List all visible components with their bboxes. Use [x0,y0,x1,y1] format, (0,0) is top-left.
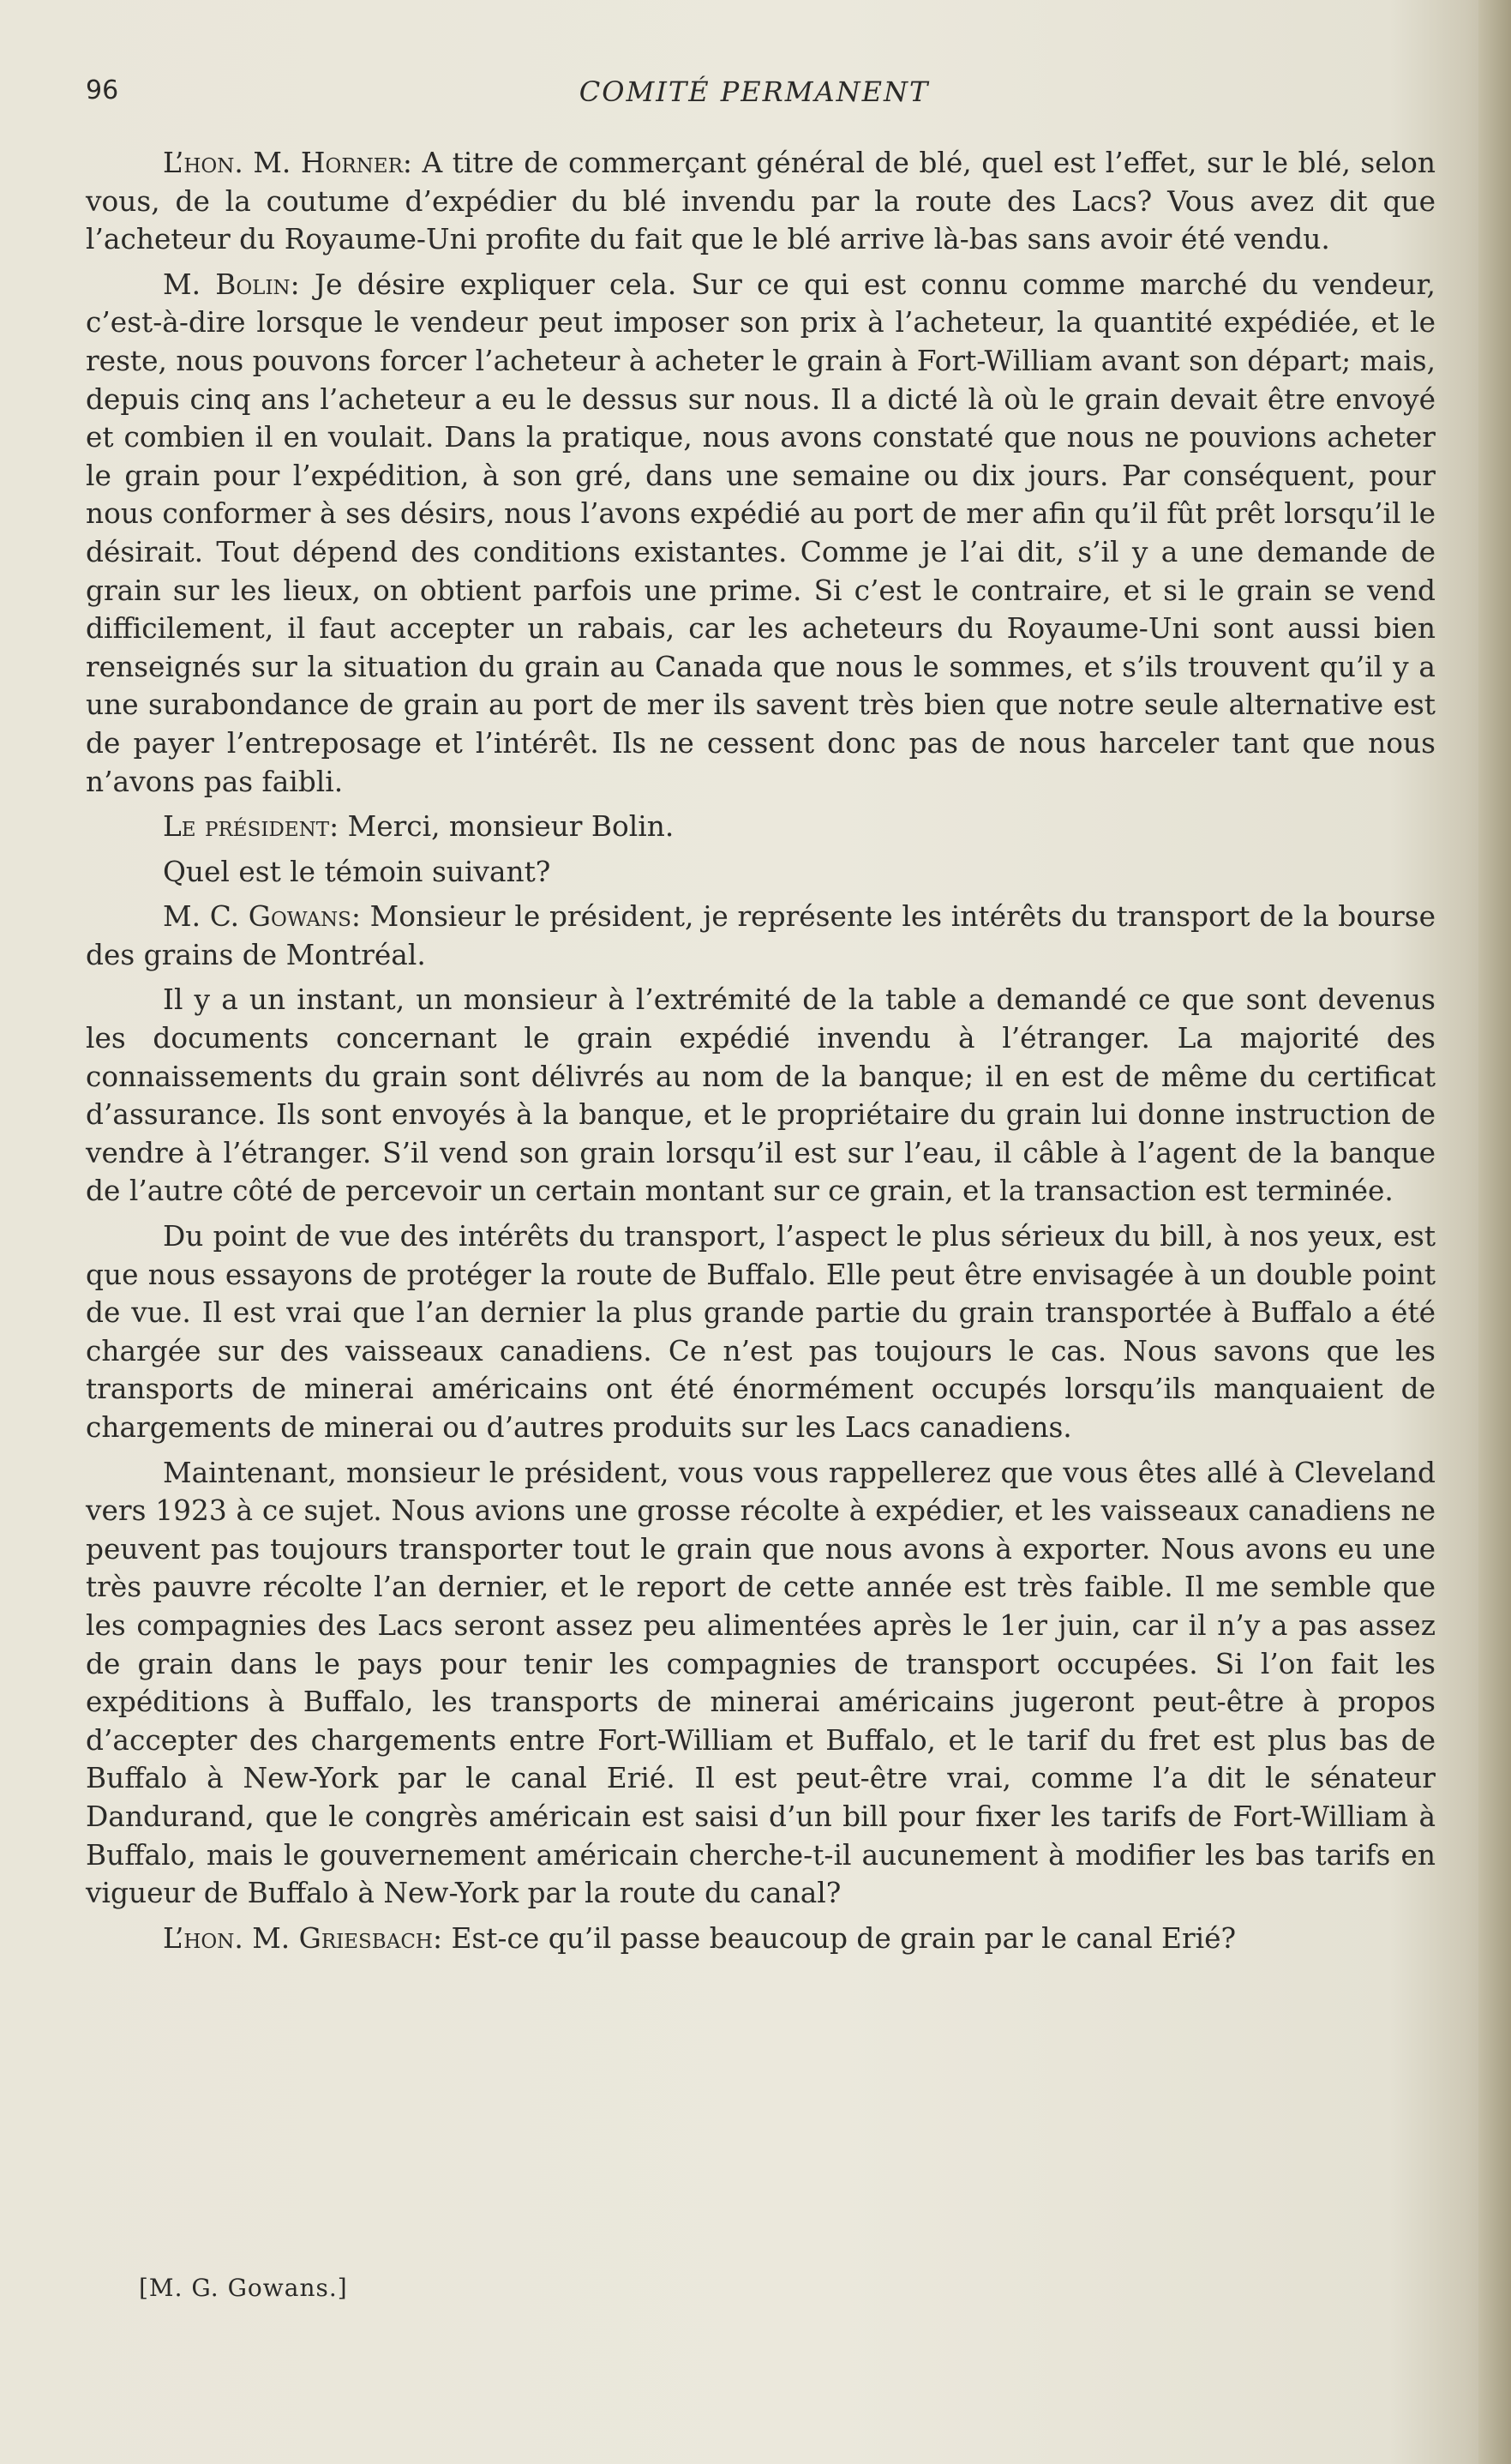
paragraph-text: Merci, monsieur Bolin. [347,810,675,844]
paragraph [86,1217,1436,1447]
running-head: COMITÉ PERMANENT [579,75,930,108]
paragraph-text: Maintenant, monsieur le président, vous vous rappellerez que vous êtes allé à Cleveland vers 1923 à ce sujet. Nous avions une grosse récolte à expédier, et les vaisseaux canadiens ne peuvent pas toujours transporter tout le grain que nous avons à exporter. Nous avons eu une très pauvre récolte l’an dernier, et le report de cette année est très faible. Il me semble que les compagnies des Lacs seront assez peu alimentées après le 1er juin, car il n’y a pas assez de grain dans le pays pour tenir les compagnies de transport occupées. Si l’on fait les expéditions à Buffalo, les transports de minerai américains jugeront peut-être à propos d’accepter des chargements entre Fort-William et Buffalo, et le tarif du fret est plus bas de Buffalo à New-York par le canal Erié. Il est peut-être vrai, comme l’a dit le sénateur Dandurand, que le congrès américain est saisi d’un bill pour fixer les tarifs de Fort-William à Buffalo, mais le gouvernement américain cherche-t-il aucunement à modifier les bas tarifs en vigueur de Buffalo à New-York par la route du canal? [86,1456,1436,1910]
paragraph-text: Monsieur le président, je représente les intérêts du transport de la bourse des grains de Montréal. [86,900,1436,971]
speaker-name: Le président: [163,810,339,844]
paragraph [86,1920,1436,1958]
speaker-name: L’hon. M. Horner: [163,147,412,179]
paragraph [86,144,1436,259]
paragraph-text: Il y a un instant, un monsieur à l’extrémité de la table a demandé ce que sont devenus les documents concernant le grain expédié invendu à l’étranger. La majorité des connaissements du grain sont délivrés au nom de la banque; il en est de même du certificat d’assurance. Ils sont envoyés à la banque, et le propriétaire du grain lui donne instruction de vendre à l’étranger. S’il vend son grain lorsqu’il est sur l’eau, il câble à l’agent de la banque de l’autre côté de percevoir un certain montant sur ce grain, et la transaction est terminée. [86,983,1436,1208]
paragraph [86,981,1436,1211]
paragraph-text: A titre de commerçant général de blé, quel est l’effet, sur le blé, selon vous, de la coutume d’expédier du blé invendu par la route des Lacs? Vous avez dit que l’acheteur du Royaume-Uni profite du fait que le blé arrive là-bas sans avoir été vendu. [86,147,1436,256]
book-spine-edge [1478,0,1511,2464]
page-number: 96 [86,75,119,105]
paragraph-text: Quel est le témoin suivant? [163,855,551,888]
speaker-name: L’hon. M. Griesbach: [163,1921,443,1955]
page-header [86,75,1457,118]
paragraph [86,266,1436,801]
speaker-footnote: [M. G. Gowans.] [139,2274,348,2302]
speaker-name: M. C. Gowans: [163,900,361,934]
paragraph [86,853,1436,892]
paragraph-text: Du point de vue des intérêts du transport, l’aspect le plus sérieux du bill, à nos yeux, est que nous essayons de protéger la route de Buffalo. Elle peut être envisagée à un double point de vue. Il est vrai que l’an dernier la plus grande partie du grain transportée à Buffalo a été chargée sur des vaisseaux canadiens. Ce n’est pas toujours le cas. Nous savons que les transports de minerai américains ont été énormément occupés lorsqu’ils manquaient de chargements de minerai ou d’autres produits sur les Lacs canadiens. [86,1220,1436,1444]
paragraph [86,808,1436,846]
paragraph [86,898,1436,974]
speaker-name: M. Bolin: [163,267,300,301]
paragraph [86,1454,1436,1913]
document-body [86,144,1436,1964]
paragraph-text: Est-ce qu’il passe beaucoup de grain par le canal Erié? [451,1921,1237,1955]
paragraph-text: Je désire expliquer cela. Sur ce qui est connu comme marché du vendeur, c’est-à-dire lorsque le vendeur peut imposer son prix à l’acheteur, la quantité expédiée, et le reste, nous pouvons forcer l’acheteur à acheter le grain à Fort-William avant son départ; mais, depuis cinq ans l’acheteur a eu le dessus sur nous. Il a dicté là où le grain devait être envoyé et combien il en voulait. Dans la pratique, nous avons constaté que nous ne pouvions acheter le grain pour l’expédition, à son gré, dans une semaine ou dix jours. Par conséquent, pour nous conformer à ses désirs, nous l’avons expédié au port de mer afin qu’il fût prêt lorsqu’il le désirait. Tout dépend des conditions existantes. Comme je l’ai dit, s’il y a une demande de grain sur les lieux, on obtient parfois une prime. Si c’est le contraire, et si le grain se vend difficilement, il faut accepter un rabais, car les acheteurs du Royaume-Uni sont aussi bien renseignés sur la situation du grain au Canada que nous le sommes, et s’ils trouvent qu’il y a une surabondance de grain au port de mer ils savent très bien que notre seule alternative est de payer l’entreposage et l’intérêt. Ils ne cessent donc pas de nous harceler tant que nous n’avons pas faibli. [86,267,1436,798]
